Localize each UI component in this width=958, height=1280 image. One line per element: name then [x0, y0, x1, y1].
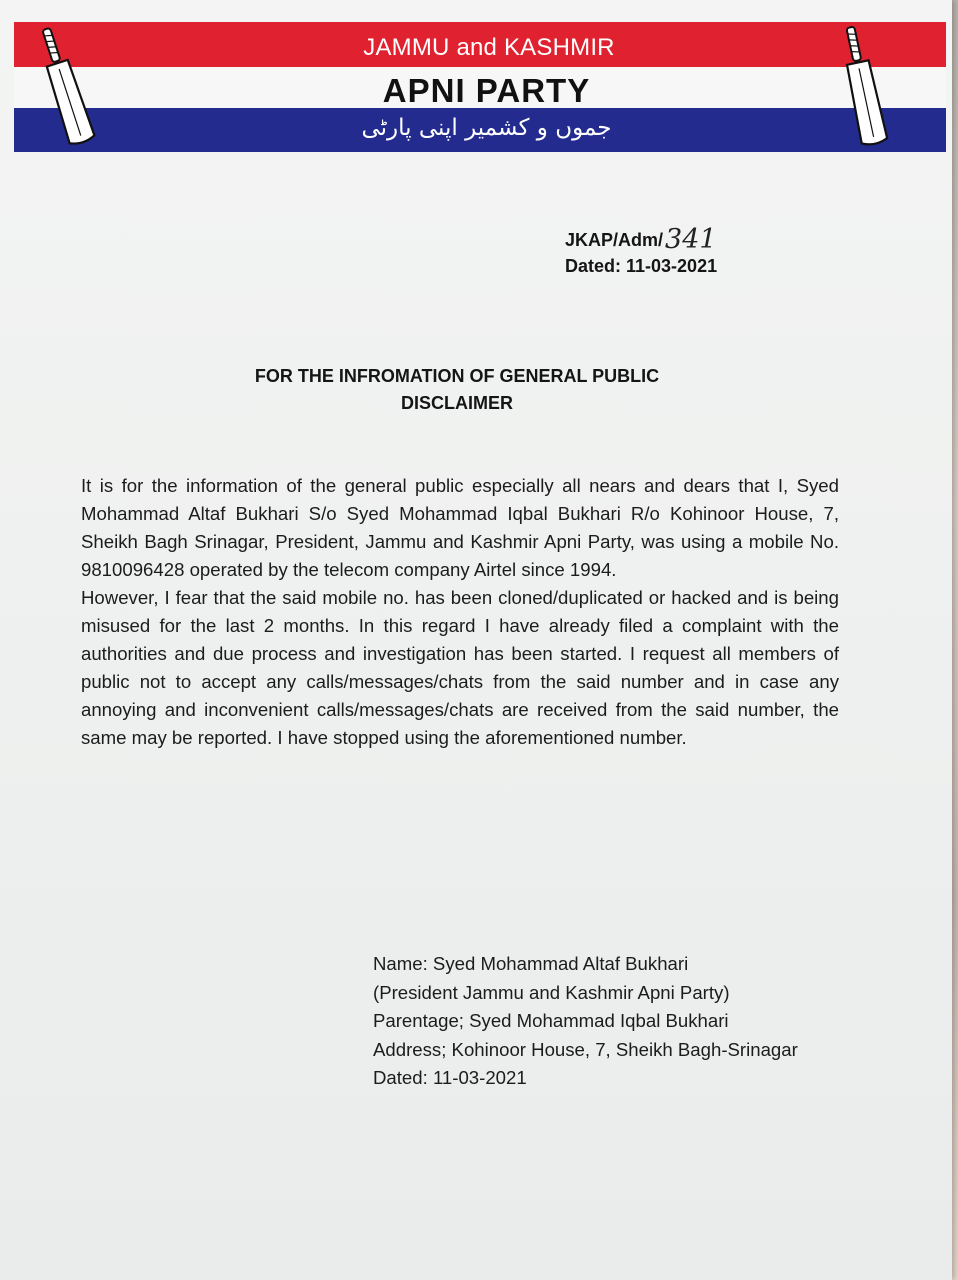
signatory-date: Dated: 11-03-2021 [373, 1067, 527, 1088]
notice-title: FOR THE INFROMATION OF GENERAL PUBLIC [254, 366, 660, 386]
reference-number [565, 225, 717, 253]
letterhead-urdu-name: جموں و کشمیر اپنی پارٹی [361, 115, 612, 141]
signatory-designation: (President Jammu and Kashmir Apni Party) [373, 981, 730, 1003]
notice-body [81, 472, 839, 752]
signatory-parentage: Parentage; Syed Mohammad Iqbal Bukhari [373, 1010, 729, 1031]
body-paragraph: However, I fear that the said mobile no. has been cloned/duplicated or hacked and is being misused for the last 2 months. In this regard I have already filed a complaint with the authorities and due process and investigation has been started. I request all members of public not to accept any calls/messages/chats from the said number and in case any annoying and inconvenient calls/messages/chats are received from the said number, the same may be reported. I have stopped using the aforementioned number. [81, 587, 839, 748]
letterhead [14, 22, 946, 152]
signatory-name: Name: Syed Mohammad Altaf Bukhari [373, 953, 689, 974]
handwritten-reference-number: 341 [665, 224, 717, 255]
reference-prefix: JKAP/Adm/ [565, 230, 664, 250]
reference-date: Dated: 11-03-2021 [565, 256, 718, 276]
signatory-address: Address; Kohinoor House, 7, Sheikh Bagh-Srinagar [373, 1038, 798, 1060]
reference-block [565, 225, 717, 279]
signature-block [373, 950, 873, 1093]
notice-subtitle: DISCLAIMER [401, 393, 513, 413]
body-paragraph: It is for the information of the general public especially all nears and dears that I, Syed Mohammad Altaf Bukhari S/o Syed Mohammad Iqbal Bukhari R/o Kohinoor House, 7, Sheikh Bagh Srinagar, President, Jammu and Kashmir Apni Party, was using a mobile No. 9810096428 operated by the telecom company Airtel since 1994. [81, 475, 839, 580]
letterhead-party-name: APNI PARTY [382, 72, 591, 109]
letterhead-region-title: JAMMU and KASHMIR [363, 34, 615, 61]
